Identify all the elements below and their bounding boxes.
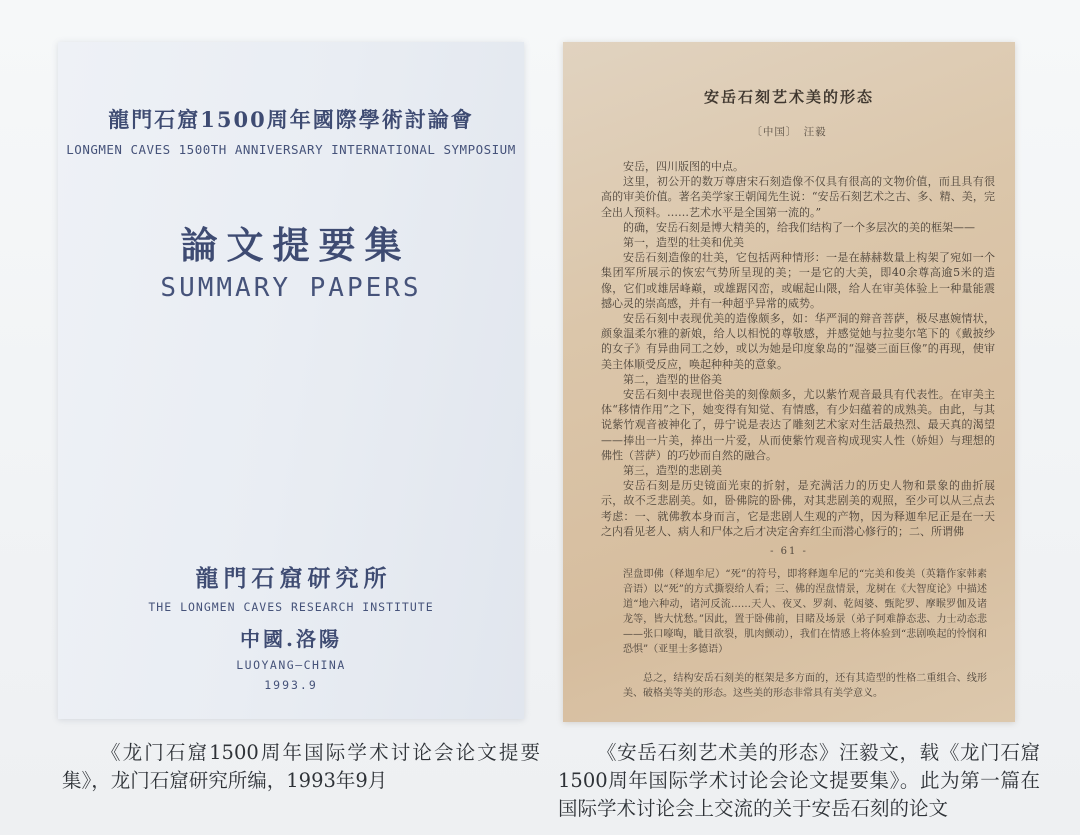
- closing-paragraph: 总之，结构安岳石刻美的框架是多方面的，还有其造型的性格二重组合、线形美、破格美等美的形态。这些美的形态非常具有美学意义。: [623, 673, 987, 700]
- place-name-en: LUOYANG—CHINA: [236, 658, 346, 672]
- institute-name-cn: 龍門石窟研究所: [195, 565, 392, 592]
- place-name-cn: 中國.洛陽: [240, 627, 342, 651]
- caption-right: [558, 739, 1040, 823]
- caption-right-text: 《安岳石刻艺术美的形态》汪毅文，载《龙门石窟1500周年国际学术讨论会论文提要集》。此为第一篇在国际学术讨论会上交流的关于安岳石刻的论文: [558, 741, 1040, 820]
- caption-left-text: 《龙门石窟1500周年国际学术讨论会论文提要集》，龙门石窟研究所编，1993年9月: [62, 741, 540, 792]
- left-page-cover: [58, 42, 524, 719]
- section-heading: 第三，造型的悲剧美: [623, 464, 722, 478]
- page-number: - 61 -: [770, 546, 808, 558]
- summary-papers-title-en: SUMMARY PAPERS: [160, 273, 422, 303]
- article-body: [601, 159, 995, 539]
- publication-date: 1993.9: [264, 678, 318, 692]
- symposium-title-en: LONGMEN CAVES 1500TH ANNIVERSARY INTERNATIONAL SYMPOSIUM: [66, 142, 516, 157]
- article-byline: 〔中国〕 汪毅: [751, 126, 827, 138]
- body-paragraph: 安岳石刻是历史镜面光束的折射，是充满活力的历史人物和景象的曲折展示，故不乏悲剧美。如，卧佛院的卧佛，对其悲剧美的观照，至少可以从三点去考虑：一、就佛教本身而言，它是悲剧人生观的产物，因为释迦牟尼正是在一天之内看见老人、病人和尸体之后才决定舍弃红尘而潜心修行的；二、所谓佛: [601, 479, 995, 538]
- right-page-article: [563, 42, 1015, 722]
- body-paragraph: 安岳石刻中表现优美的造像颇多，如：华严洞的辩音菩萨，极尽惠婉情状，颜象温柔尔雅的新娘，给人以相悦的尊敬感，并感觉她与拉斐尔笔下的《戴披纱的女子》有异曲同工之妙，或以为她是印度象岛的“湿婆三面巨像”的再现，使审美主体顺受反应，唤起种种美的意象。: [601, 312, 995, 371]
- caption-left: [62, 739, 540, 795]
- symposium-title-cn: 龍門石窟1500周年國際學術討論會: [108, 107, 474, 132]
- footnote-paragraph: 涅盘即佛（释迦牟尼）“死”的符号，即将释迦牟尼的“完美和俊美（英籍作家韩素音语）以“死”的方式撕裂给人看；三、佛的涅盘情景，龙树在《大智度论》中描述道“地六种动，诸河反流……天人、夜叉、罗刹、乾闼婆、甄陀罗、摩睺罗伽及诸龙等，皆大忧愁。”因此，置于卧佛前，目睹及场景（弟子阿难静态悲、力士动态悲——张口嚎啕，眦目欲裂，肌肉颤动），我们在情感上将体验到“悲剧唤起的怜悯和恐惧”（亚里士多德语）: [623, 569, 987, 656]
- body-paragraph: 安岳石刻中表现世俗美的刻像颇多，尤以紫竹观音最具有代表性。在审美主体“移情作用”之下，她变得有知觉、有情感，有少妇蕴着的成熟美。由此，与其说紫竹观音被神化了，毋宁说是表达了雕刻艺术家对生活最热烈、最天真的渴望——捧出一片美，捧出一片爱，从而使紫竹观音构成现实人性（娇妲）与理想的佛性（菩萨）的巧妙而自然的融合。: [601, 388, 995, 462]
- summary-papers-title-cn: 論文提要集: [180, 223, 411, 267]
- body-paragraph: 安岳，四川版图的中点。: [623, 160, 744, 173]
- article-title: 安岳石刻艺术美的形态: [703, 88, 874, 106]
- institute-name-en: THE LONGMEN CAVES RESEARCH INSTITUTE: [148, 600, 434, 614]
- body-paragraph: 安岳石刻造像的壮美，它包括两种情形：一是在赫赫数量上构架了宛如一个集团军所展示的恢宏气势所呈现的美；一是它的大美，即40余尊高逾5米的造像，它们或雄居峰巅，或雄踞冈峦，或崛起山隈，给人在审美体验上一种量能震撼心灵的崇高感，并有一种超乎异常的威势。: [601, 251, 995, 310]
- body-paragraph: 的确，安岳石刻是博大精美的，给我们结构了一个多层次的美的框架——: [623, 220, 975, 234]
- cover-imprint-block: [58, 560, 524, 692]
- section-heading: 第二，造型的世俗美: [623, 372, 722, 386]
- section-heading: 第一，造型的壮美和优美: [623, 236, 744, 250]
- body-paragraph: 这里，初公开的数万尊唐宋石刻造像不仅具有很高的文物价值，而且具有很高的审美价值。著名美学家王朝闻先生说：“安岳石刻艺术之古、多、精、美，完全出人预料。……艺术水平是全国第一流的。”: [601, 175, 995, 219]
